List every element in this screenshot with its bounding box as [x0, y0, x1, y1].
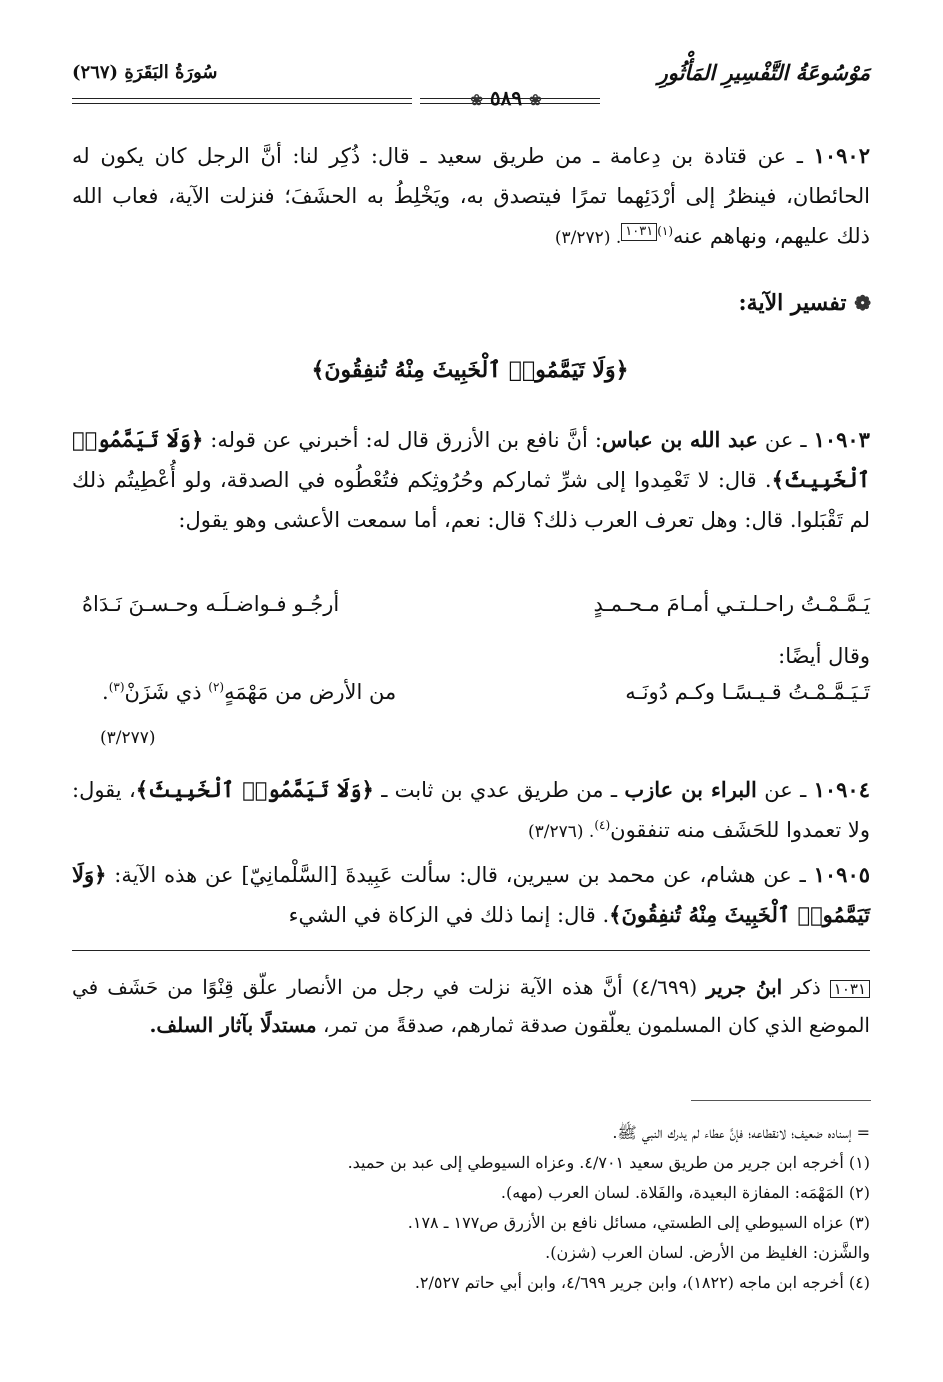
page-header	[72, 60, 870, 110]
flower-icon: ❁	[854, 291, 871, 315]
quran-quote: ﴿وَلَا تَيَمَّمُوا۟ ٱلْخَبِيثَ مِنْهُ تُنفِقُونَ﴾	[72, 862, 870, 927]
ornament-icon: ❀	[470, 91, 483, 109]
footnote-divider	[691, 1100, 871, 1101]
said-also-text: وقال أيضًا:	[778, 644, 870, 668]
section-heading	[739, 290, 871, 316]
page-number: ٥٨٩	[489, 86, 523, 110]
narrator-name: البراء بن عازب	[624, 777, 757, 802]
quran-quote: ﴿وَلَا تَيَمَّمُوا۟ ٱلْخَبِيثَ﴾	[135, 777, 374, 802]
verse-text-end: ذي شَزَنْ	[124, 680, 202, 704]
footnote-line: (١) أخرجه ابن جرير من طريق سعيد ٤/٧٠١. وعزاه السيوطي إلى عبد بن حميد.	[347, 1153, 870, 1172]
page-number-group	[412, 86, 600, 110]
commentary-divider	[72, 950, 870, 951]
narration-number: ١٠٩٠٥	[813, 862, 871, 887]
poetry-verse-1	[72, 592, 870, 632]
narration-dash: ـ عن	[764, 778, 807, 802]
narrator-name: عبد الله بن عباس	[601, 427, 758, 452]
footnote-line: (٣) عزاه السيوطي إلى الطستي، مسائل نافع بن الأزرق ص١٧٧ ـ ١٧٨.	[407, 1213, 870, 1232]
footnote-line: (٢) المَهْمَه: المفازة البعيدة، والفَلاة. لسان العرب (مهه).	[500, 1183, 870, 1202]
narration-text: : أنَّ نافع بن الأزرق قال له: أخبرني عن قوله:	[210, 428, 602, 452]
narration-10903	[72, 420, 870, 540]
narration-10902	[72, 136, 870, 258]
narration-10905	[72, 855, 870, 935]
verse-hemistich-right: تَـيَـمَّـمْـتُ قـيـسًـا وكـم دُونَـه	[625, 680, 870, 704]
footnote-line: والشَّزن: الغليظ من الأرض. لسان العرب (شزن).	[545, 1243, 870, 1262]
commentary-author: ابنُ جرير	[706, 975, 783, 999]
verse-text: من الأرض من مَهْمَهٍ	[224, 680, 397, 704]
source-ref: . (٣/٢٧٦)	[527, 822, 595, 842]
verse-hemistich-right: يَـمَّـمْـتُ راحـلـتـي أمـامَ مـحـمـدٍ	[593, 592, 870, 616]
header-rule-left	[72, 98, 412, 104]
commentary-text: ذكر	[791, 975, 821, 999]
narration-text: ـ عن هشام، عن محمد بن سيرين، قال: سألت عَبِيدةَ [السَّلْمانِيّ] عن هذه الآية:	[114, 863, 806, 887]
ornament-icon: ❀	[529, 91, 542, 109]
footnotes	[72, 1118, 870, 1298]
source-ref: (٣/٢٧٧)	[100, 728, 156, 748]
narration-text: ـ عن قتادة بن دِعامة ـ من طريق سعيد ـ قال: ذُكِر لنا: أنَّ الرجل كان يكون له الحائطان، فينظرُ إلى أرْدَئِهما تمرًا فيتصدق به، ويَخْلِطُ به الحشَفَ؛ فنزلت الآية، فعاب الله ذلك عليهم، ونهاهم عنه	[72, 144, 870, 248]
footnote-line: (٤) أخرجه ابن ماجه (١٨٢٢)، وابن جرير ٤/٦٩٩، وابن أبي حاتم ٢/٥٢٧.	[414, 1273, 870, 1292]
surah-title: سُورَةُ البَقَرَةِ (٢٦٧)	[72, 62, 218, 83]
commentary-text-2: (٤/٦٩٩) أنَّ هذه الآية نزلت في رجل من الأنصار علّق قِنْوًا من حَشَف في الموضع الذي كان المسلمون يعلّقون صدقة ثمارهم، صدقةً من تمر،	[72, 975, 870, 1037]
narration-text: ـ من طريق عدي بن ثابت ـ	[381, 778, 617, 802]
narration-number: ١٠٩٠٤	[813, 777, 870, 802]
footnote-marker[interactable]: (٢)	[208, 680, 225, 694]
narration-10904	[72, 770, 870, 852]
footnote-line: = إسناده ضعيف؛ لانقطاعه؛ فإنَّ عطاء لم يدرك النبي ﷺ.	[612, 1123, 870, 1142]
footnote-marker[interactable]: (١)	[657, 224, 674, 238]
quran-quote: ﴿وَلَا تَيَمَّمُوا۟ ٱلْخَبِيثَ﴾	[72, 427, 870, 492]
commentary-number-box: ١٠٣١	[830, 980, 870, 998]
commentary-conclusion: مستدلًا بآثار السلف.	[149, 1013, 317, 1037]
narration-number: ١٠٩٠٢	[813, 143, 870, 168]
series-title: مَوْسُوعَةُ التَّفْسِيرِ المَأْثُورِ	[657, 60, 870, 85]
footnote-marker[interactable]: (٤)	[594, 818, 611, 832]
narration-text-2: ، يقول: ولا تعمدوا للحَشَف منه تنفقون	[72, 778, 870, 842]
verse-banner: ﴿وَلَا تَيَمَّمُوا۟ ٱلْخَبِيثَ مِنْهُ تُنفِقُونَ﴾	[311, 357, 629, 383]
narration-number: ١٠٩٠٣	[813, 427, 870, 452]
narration-text-2: . قال: لا تَعْمِدوا إلى شرِّ ثماركم وحُرُوثِكم فتُعْطُوه في الصدقة، ولو أُعْطِيتُم ذلك لم تَقْبَلوا. قال: وهل تعرف العرب ذلك؟ قال: نعم، أما سمعت الأعشى وهو يقول:	[72, 468, 870, 532]
verse-hemistich-left: من الأرض من مَهْمَهٍ$^{(٢)}$ ذي شَزَنْ$^{(٣)}$.	[102, 680, 397, 704]
commentary-ref-box[interactable]: ١٠٣١	[621, 223, 657, 241]
said-also	[72, 636, 870, 676]
narration-text-2: . قال: إنما ذلك في الزكاة في الشيء	[288, 903, 610, 927]
narration-dash: ـ عن	[764, 428, 807, 452]
poetry-verse-2	[72, 680, 870, 720]
footnote-marker[interactable]: (٣)	[108, 680, 125, 694]
verse-hemistich-left: أرجُـو فـواضـلَـه وحـسـنَ نَـدَاهُ	[82, 592, 340, 616]
source-ref: . (٣/٢٧٢)	[554, 228, 622, 248]
commentary-note	[72, 968, 870, 1044]
section-heading-text: تفسير الآية:	[738, 290, 847, 316]
